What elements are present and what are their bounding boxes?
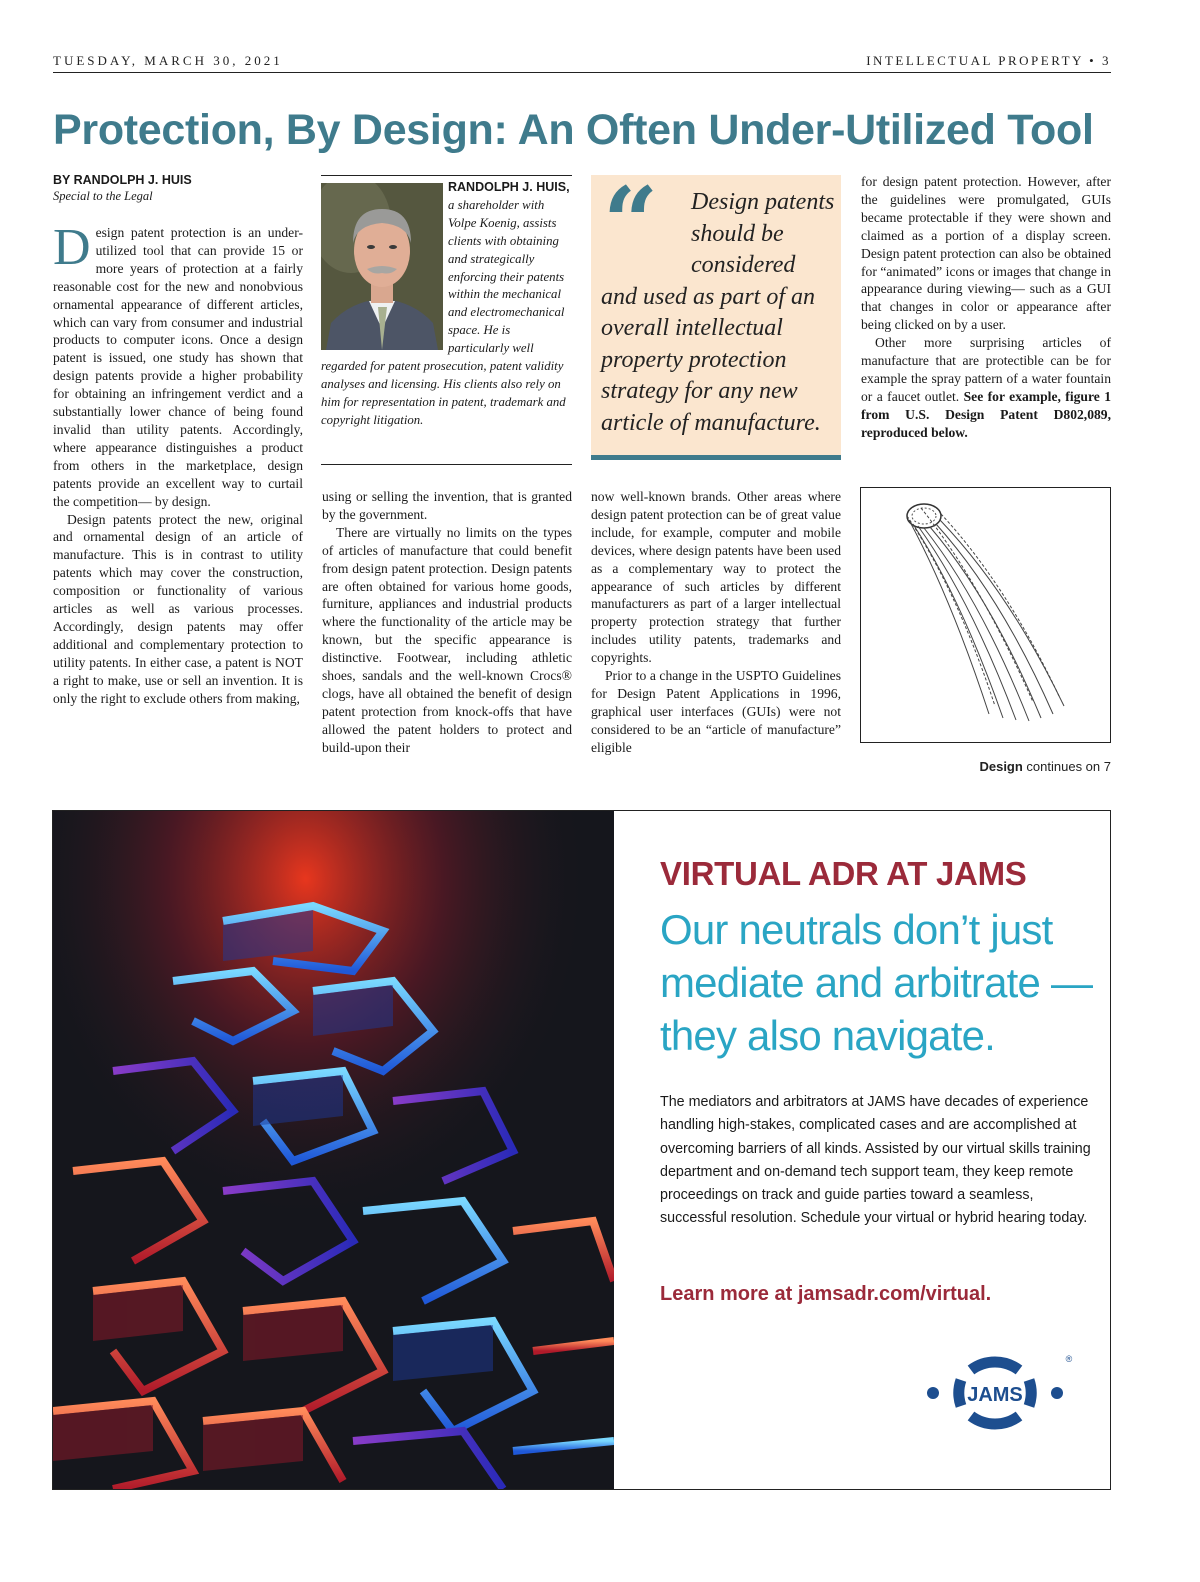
- jams-logo-text: JAMS: [967, 1384, 1023, 1406]
- fountain-spray-drawing: [861, 488, 1110, 742]
- byline-author: BY RANDOLPH J. HUIS: [53, 173, 192, 187]
- article-bold-text: See for example, figure 1 from U.S. Design Patent D802,089, reproduced below.: [861, 388, 1111, 440]
- ad-subhead-line: they also navigate.: [660, 1012, 996, 1059]
- ad-subhead-line: mediate and arbitrate —: [660, 959, 1093, 1006]
- pull-quote: [591, 166, 841, 460]
- page-header: [53, 53, 1111, 73]
- bio-description: a shareholder with Volpe Koenig, assists clients with obtaining and strategically enforcing their patents within the mechanical and electromechanical space. He is particularly well regarded for patent prosecution, patent validity analyses and licensing. His clients also rely on him for representation in patent, trademark and copyright litigation.: [321, 197, 566, 427]
- article-paragraph: Prior to a change in the USPTO Guidelines for Design Patent Applications in 1996, graphical user interfaces (GUIs) were not considered to be an “article of manufacture” eligible: [591, 668, 841, 755]
- article-column-2: [322, 488, 572, 757]
- issue-date: TUESDAY, MARCH 30, 2021: [53, 53, 283, 68]
- author-bio: [321, 175, 572, 465]
- article-paragraph: using or selling the invention, that is granted by the government.: [322, 489, 572, 522]
- jams-advertisement: [52, 810, 1111, 1490]
- ad-subhead: [660, 903, 1100, 1062]
- continuation-page: continues on 7: [1022, 759, 1111, 774]
- quote-mark-icon: “: [603, 166, 659, 279]
- ad-body-text: The mediators and arbitrators at JAMS have decades of experience handling high-stakes, complicated cases and are accomplished at overcoming barriers of all kinds. Assisted by our virtual skills training department and on-demand tech support team, they keep remote proceedings on track and guide parties toward a seamless, successful resolution. Schedule your virtual or hybrid hearing today.: [660, 1094, 1091, 1227]
- section-page-label: INTELLECTUAL PROPERTY • 3: [866, 53, 1111, 68]
- article-paragraph: Design patents protect the new, original and ornamental design of an article of manufacture. This is in contrast to utility patents which may cover the construction, composition or functionality of various articles as well as various processes. Accordingly, design patents may offer additional and complementary protection to utility patents. In either case, a patent is NOT a right to make, use or sell an invention. It is only the right to exclude others from making,: [53, 511, 303, 706]
- article-paragraph: for design patent protection. However, after the guidelines were promulgated, GUIs became protectable if they were shown and claimed as a portion of a display screen. Design patent protection can also be obtained for “animated” icons or images that change in appearance during viewing— such as a GUI that changes in color or appearance after being clicked on by a user.: [861, 174, 1111, 333]
- registered-mark: ®: [1065, 1354, 1073, 1364]
- pull-quote-text-box: [601, 187, 836, 439]
- author-bio-text: [321, 179, 572, 430]
- article-text: Other more surprising articles of manufacture that are protectible can be for example the spray pattern of a water fountain or a faucet outlet.: [861, 335, 1111, 404]
- continuation-keyword: Design: [979, 759, 1023, 774]
- ad-title: VIRTUAL ADR AT JAMS: [660, 855, 1027, 892]
- ad-subhead-line: Our neutrals don’t just: [660, 906, 1053, 953]
- jams-logo: [919, 1348, 1074, 1438]
- pull-quote-text: Design patents should be considered and used as part of an overall intellectual property protection strategy for any new article of manufacture.: [601, 189, 835, 436]
- ad-call-to-action-link[interactable]: Learn more at jamsadr.com/virtual.: [660, 1283, 992, 1305]
- maze-illustration: [53, 811, 614, 1489]
- byline-affiliation: Special to the Legal: [53, 189, 153, 203]
- article-column-4: [861, 173, 1111, 442]
- drop-cap: D: [53, 219, 91, 276]
- article-paragraph: now well-known brands. Other areas where design patent protection can be of great value include, for example, computer and mobile devices, where design patents have been used as a complementary way to protect the appearance of such articles by different manufacturers as part of a larger intellectual property protection strategy that further includes utility patents, trademarks and copyrights.: [591, 489, 841, 666]
- article-paragraph: There are virtually no limits on the types of articles of manufacture that could benefit from design patent protection. Design patents are often obtained for various home goods, furniture, appliances and industrial products where the functionality of the article may be known, but the specific appearance is distinctive. Footwear, including athletic shoes, sandals and the well-known Crocs® clogs, have all obtained the benefit of design patent protection from knock-offs that have allowed the patent holders to protect and build-upon their: [322, 524, 572, 755]
- article-paragraph: [861, 334, 1111, 441]
- article-column-3: [591, 488, 841, 757]
- article-headline: Protection, By Design: An Often Under-Utilized Tool: [53, 106, 1094, 154]
- byline: [53, 173, 303, 204]
- patent-figure: [860, 487, 1111, 743]
- article-paragraph: esign patent protection is an under-utilized tool that can provide 15 or more years of protection at a fairly reasonable cost for the new and nonobvious ornamental appearance of different articles, which can vary from consumer and industrial products to computer icons. Once a design patent is issued, one study has shown that design patents provide a higher probability for obtaining an infringement verdict and a substantially lower chance of being found invalid than utility patents. Accordingly, where appearance distinguishes a product from others in the marketplace, design patents provide an excellent way to curtail the competition— by design.: [53, 225, 303, 509]
- continuation-note: [979, 759, 1111, 774]
- article-column-1: [53, 219, 303, 707]
- bio-author-name: RANDOLPH J. HUIS,: [448, 180, 570, 194]
